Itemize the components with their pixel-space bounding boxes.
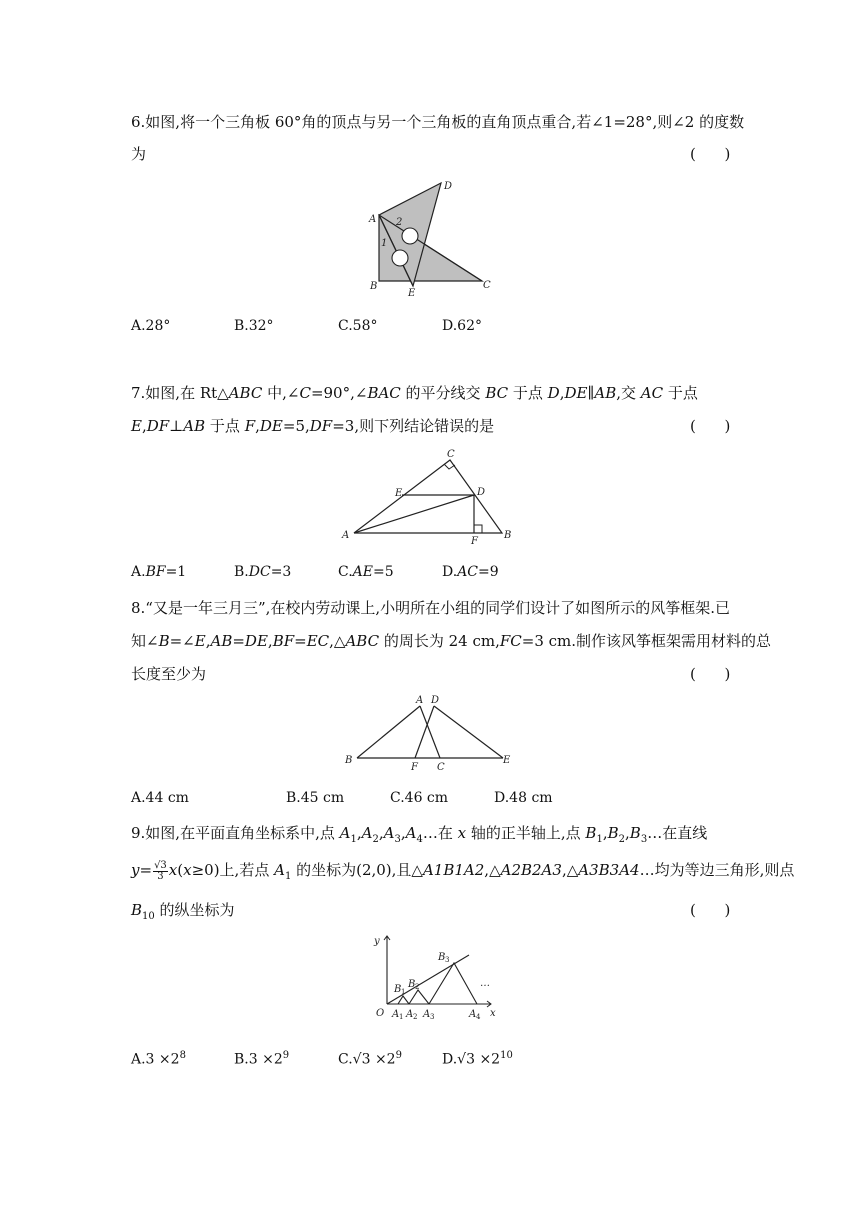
q6-figure — [360, 175, 500, 300]
q7-figure — [340, 446, 520, 546]
q9-option-b[interactable]: $B.3 \times 2^9$ — [234, 1050, 290, 1068]
q7-label-a: A — [342, 530, 350, 541]
q9-label-a1-sub: 1 — [399, 1013, 404, 1021]
q9-fraction: $\frac{√3}{3}$ — [154, 859, 167, 882]
q8-option-b[interactable]: B.45 cm — [286, 790, 345, 806]
q9-answer-paren: ( ) — [690, 901, 731, 919]
q8-text-line2: 知∠B=∠E,AB=DE,BF=EC,△ABC 的周长为 24 cm,FC=3 cm.制作该风筝框架需用材料的总 — [131, 632, 772, 650]
q8-option-d[interactable]: D.48 cm — [494, 790, 553, 806]
q9-label-y: y — [374, 936, 380, 947]
q9-label-a2: A — [406, 1009, 414, 1020]
q9-option-c[interactable]: $C.√3 \times 2^9$ — [338, 1050, 402, 1068]
q9-label-a4: A — [469, 1009, 477, 1020]
q9-label-a1: A — [392, 1009, 400, 1020]
q6-label-angle1: 1 — [381, 238, 388, 249]
q9-text-line3: $B_{10}$ 的纵坐标为 — [131, 901, 235, 922]
q7-option-d[interactable]: D.AC=9 — [442, 564, 499, 580]
q8-option-c[interactable]: C.46 cm — [390, 790, 449, 806]
q9-label-b1: B — [394, 984, 402, 995]
q7-label-e: E — [395, 488, 403, 499]
q9-label-b2: B — [408, 979, 416, 990]
q8-answer-paren: ( ) — [690, 665, 731, 683]
q6-label-angle2: 2 — [396, 217, 403, 228]
q9-label-dots: … — [480, 978, 490, 989]
q6-hole-upper — [402, 228, 418, 244]
q6-label-e: E — [408, 288, 416, 299]
q7-label-f: F — [471, 536, 478, 546]
q7-label-c: C — [447, 449, 455, 460]
q8-figure — [340, 693, 520, 775]
q8-text-line1: 8.“又是一年三月三”,在校内劳动课上,小明所在小组的同学们设计了如图所示的风筝框架.已 — [131, 599, 730, 617]
q9-option-d[interactable]: $D.√3 \times 2^{10}$ — [442, 1050, 513, 1068]
q7-text-line2: E,DF⊥AB 于点 F,DE=5,DF=3,则下列结论错误的是 — [131, 417, 495, 435]
q8-label-d: D — [431, 695, 440, 706]
q9-text-line1: 9.如图,在平面直角坐标系中,点 $A_1,A_2,A_3,A_4\dots$在 x 轴的正半轴上,点 $B_1,B_2,B_3\dots$在直线 — [131, 824, 708, 845]
q6-option-c[interactable]: C.58° — [338, 318, 378, 334]
q6-option-b[interactable]: B.32° — [234, 318, 274, 334]
q6-option-d[interactable]: D.62° — [442, 318, 482, 334]
q6-answer-paren: ( ) — [690, 145, 731, 163]
q6-text-line2: 为 — [131, 145, 147, 163]
q9-text-line2: y= $\frac{√3}{3}$ x(x≥0)上,若点 $A_1$ 的坐标为(2,0),且△A1B1A2,△A2B2A3,△A3B3A4…均为等边三角形,则点 — [131, 859, 795, 882]
q9-label-b1-sub: 1 — [401, 988, 406, 996]
q9-option-a[interactable]: $A.3 \times 2^8$ — [131, 1050, 186, 1068]
q6-label-c: C — [483, 280, 491, 291]
q8-label-a: A — [416, 695, 424, 706]
q8-label-f: F — [411, 762, 418, 773]
q7-answer-paren: ( ) — [690, 417, 731, 435]
q9-label-x: x — [490, 1008, 496, 1019]
q9-label-a2-sub: 2 — [413, 1013, 418, 1021]
q9-label-b2-sub: 2 — [415, 983, 420, 991]
q6-label-a: A — [369, 214, 377, 225]
q9-label-a3-sub: 3 — [430, 1013, 435, 1021]
q9-figure — [365, 930, 505, 1025]
q9-label-a4-sub: 4 — [476, 1013, 481, 1021]
q8-label-e: E — [503, 755, 511, 766]
q6-label-d: D — [444, 181, 453, 192]
q9-label-b3: B — [438, 952, 446, 963]
q7-option-a[interactable]: A.BF=1 — [131, 564, 187, 580]
q7-option-c[interactable]: C.AE=5 — [338, 564, 394, 580]
q8-label-b: B — [345, 755, 353, 766]
q7-option-b[interactable]: B.DC=3 — [234, 564, 292, 580]
q7-label-d: D — [477, 487, 486, 498]
q8-text-line3: 长度至少为 — [131, 665, 207, 683]
q7-label-b: B — [504, 530, 512, 541]
q6-label-b: B — [370, 281, 378, 292]
q8-label-c: C — [437, 762, 445, 773]
q6-hole-lower — [392, 250, 408, 266]
q9-label-a3: A — [423, 1009, 431, 1020]
q6-option-a[interactable]: A.28° — [131, 318, 171, 334]
q9-label-o: O — [376, 1008, 385, 1019]
q8-option-a[interactable]: A.44 cm — [131, 790, 189, 806]
q6-text-line1: 6.如图,将一个三角板 60°角的顶点与另一个三角板的直角顶点重合,若∠1=28°,则∠2 的度数 — [131, 113, 745, 131]
q9-label-b3-sub: 3 — [445, 956, 450, 964]
q7-text-line1: 7.如图,在 Rt△ABC 中,∠C=90°,∠BAC 的平分线交 BC 于点 D,DE∥AB,交 AC 于点 — [131, 384, 698, 402]
